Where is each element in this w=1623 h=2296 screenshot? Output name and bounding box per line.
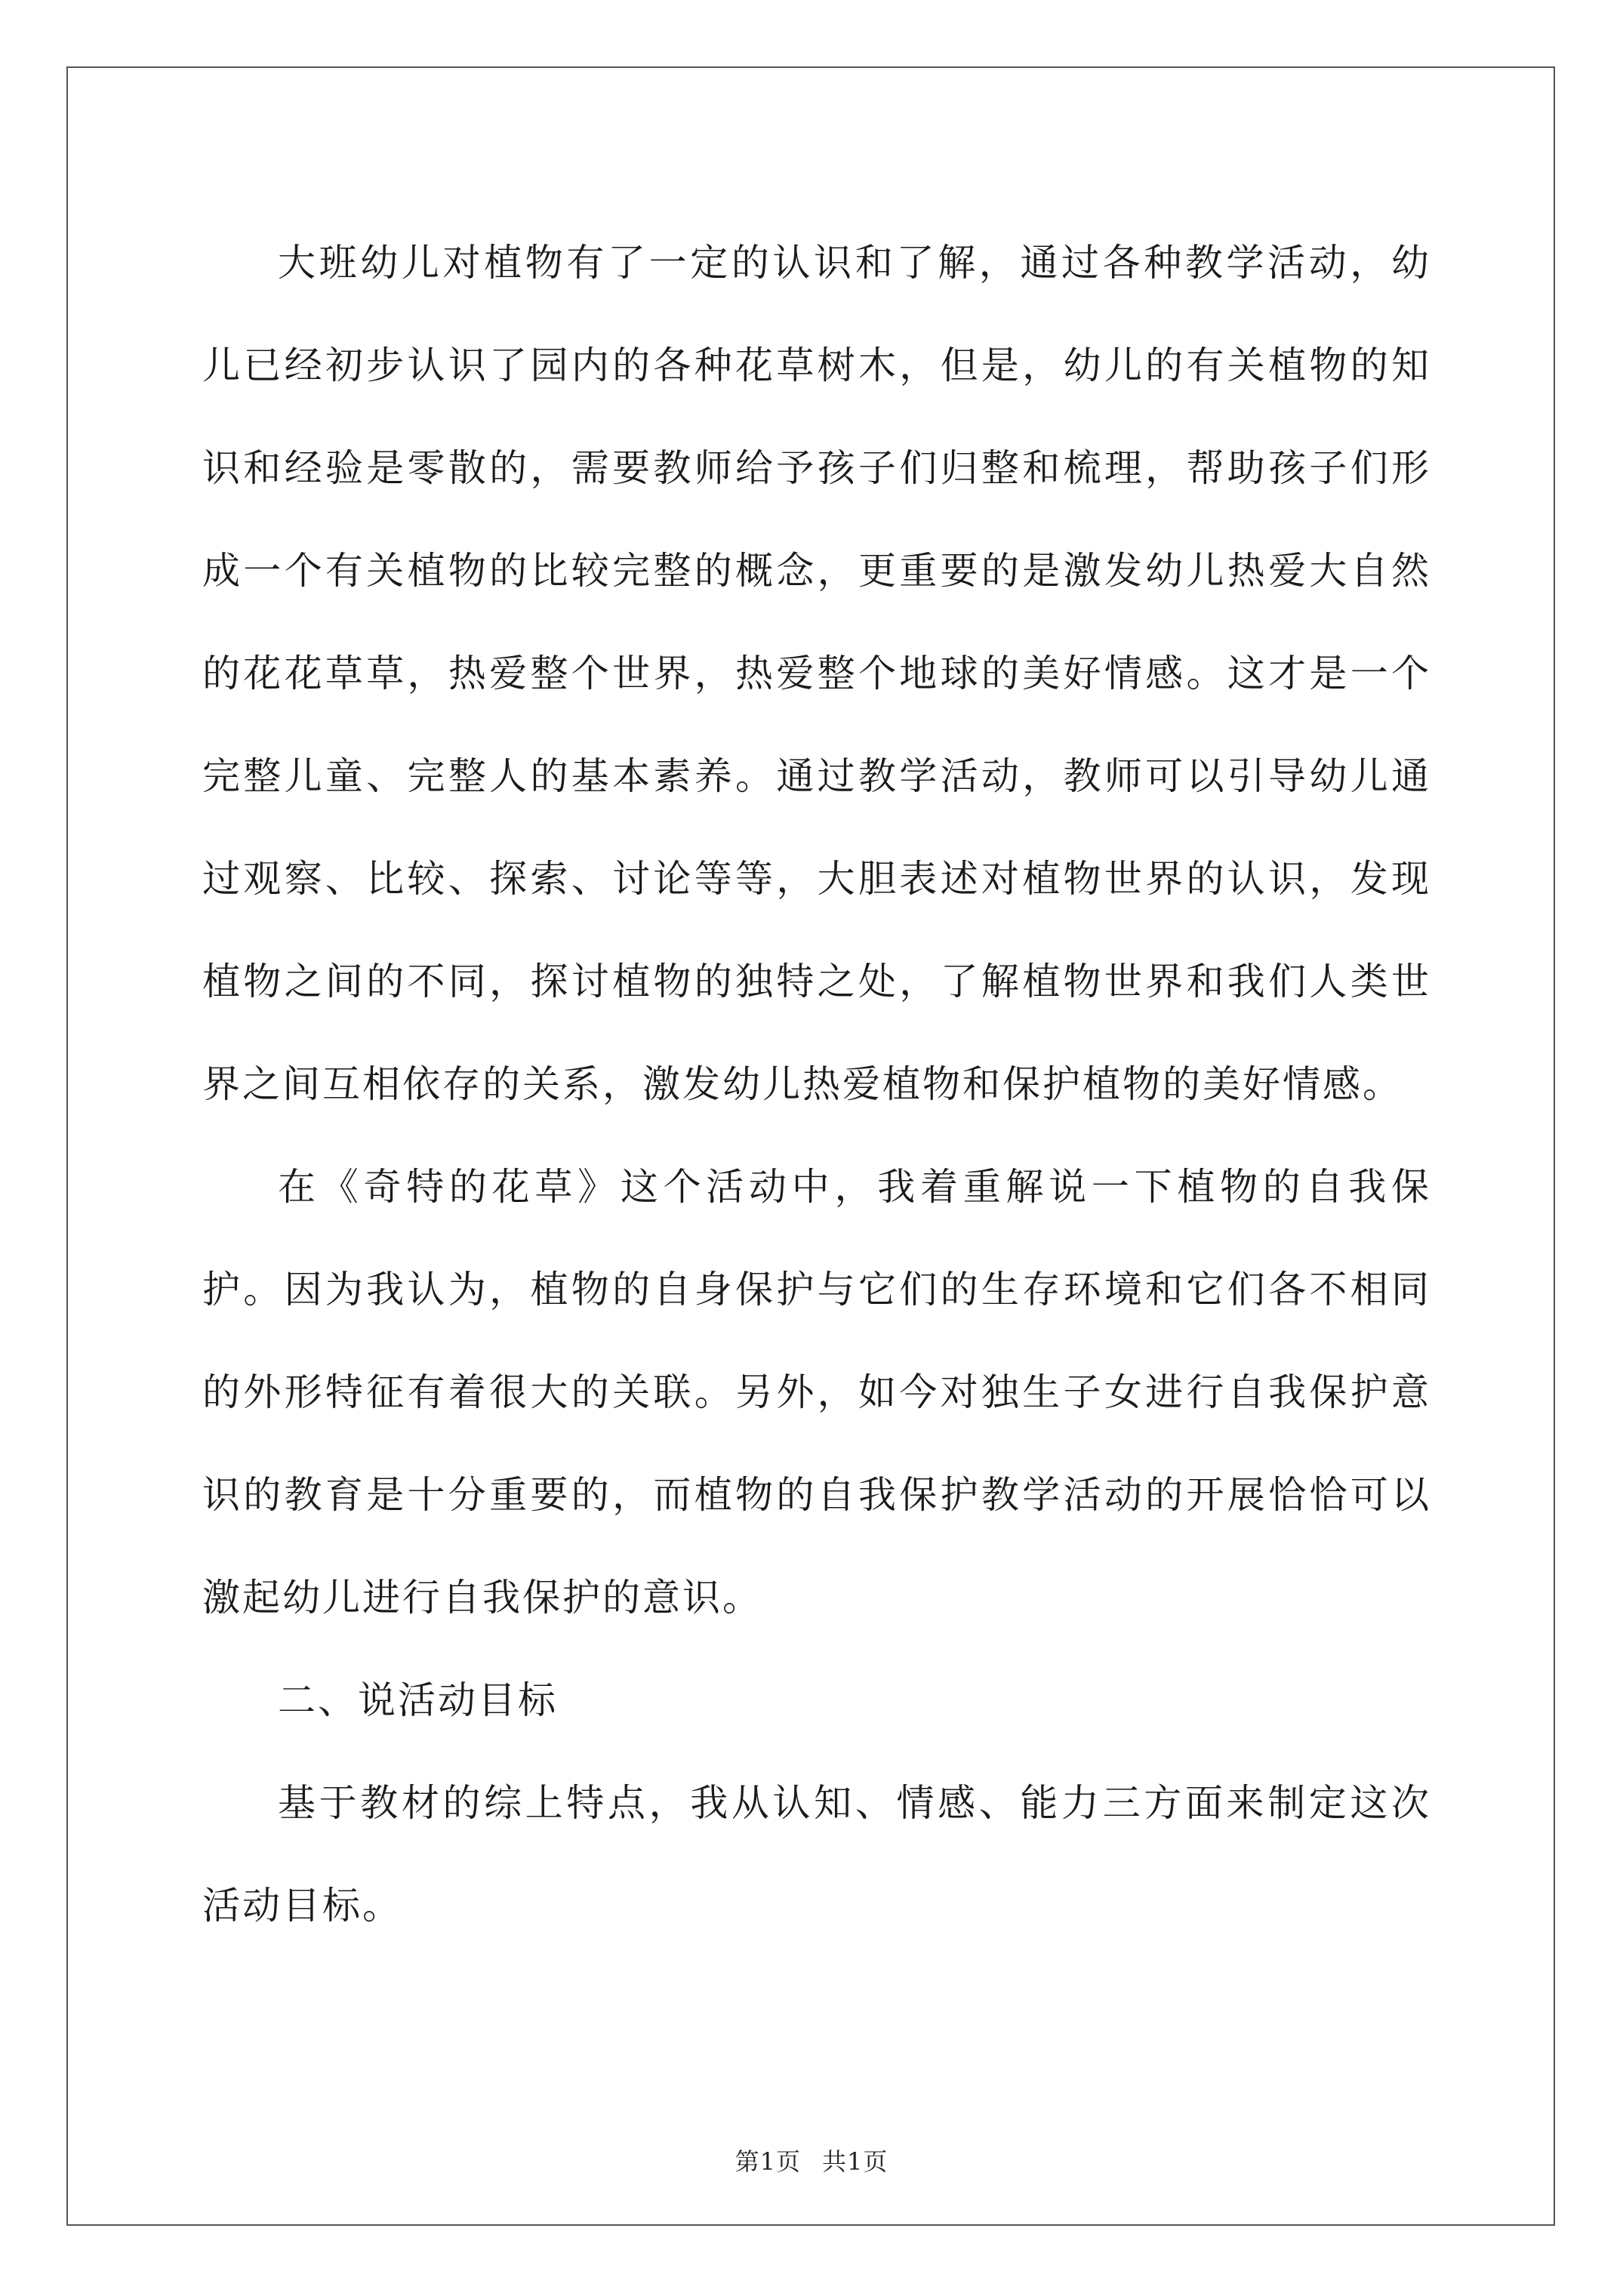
page-number-total: 共1页 <box>822 2147 888 2176</box>
paragraph-3: 基于教材的综上特点，我从认知、情感、能力三方面来制定这次活动目标。 <box>202 1781 1431 1928</box>
page-number-current: 第1页 <box>735 2147 801 2176</box>
paragraph-1: 大班幼儿对植物有了一定的认识和了解，通过各种教学活动，幼儿已经初步认识了园内的各种花草树木，但是，幼儿的有关植物的知识和经验是零散的，需要教师给予孩子们归整和梳理，帮助孩子们形成一个有关植物的比较完整的概念，更重要的是激发幼儿热爱大自然的花花草草，热爱整个世界，热爱整个地球的美好情感。这才是一个完整儿童、完整人的基本素养。通过教学活动，教师可以引导幼儿通过观察、比较、探索、讨论等等，大胆表述对植物世界的认识，发现植物之间的不同，探讨植物的独特之处，了解植物世界和我们人类世界之间互相依存的关系，激发幼儿热爱植物和保护植物的美好情感。 <box>202 241 1431 1106</box>
paragraph-2: 在《奇特的花草》这个活动中，我着重解说一下植物的自我保护。因为我认为，植物的自身保护与它们的生存环境和它们各不相同的外形特征有着很大的关联。另外，如今对独生子女进行自我保护意识的教育是十分重要的，而植物的自我保护教学活动的开展恰恰可以激起幼儿进行自我保护的意识。 <box>202 1165 1431 1620</box>
section-heading: 二、说活动目标 <box>278 1678 558 1722</box>
page-footer <box>0 2143 1623 2177</box>
document-body <box>202 211 1431 1957</box>
